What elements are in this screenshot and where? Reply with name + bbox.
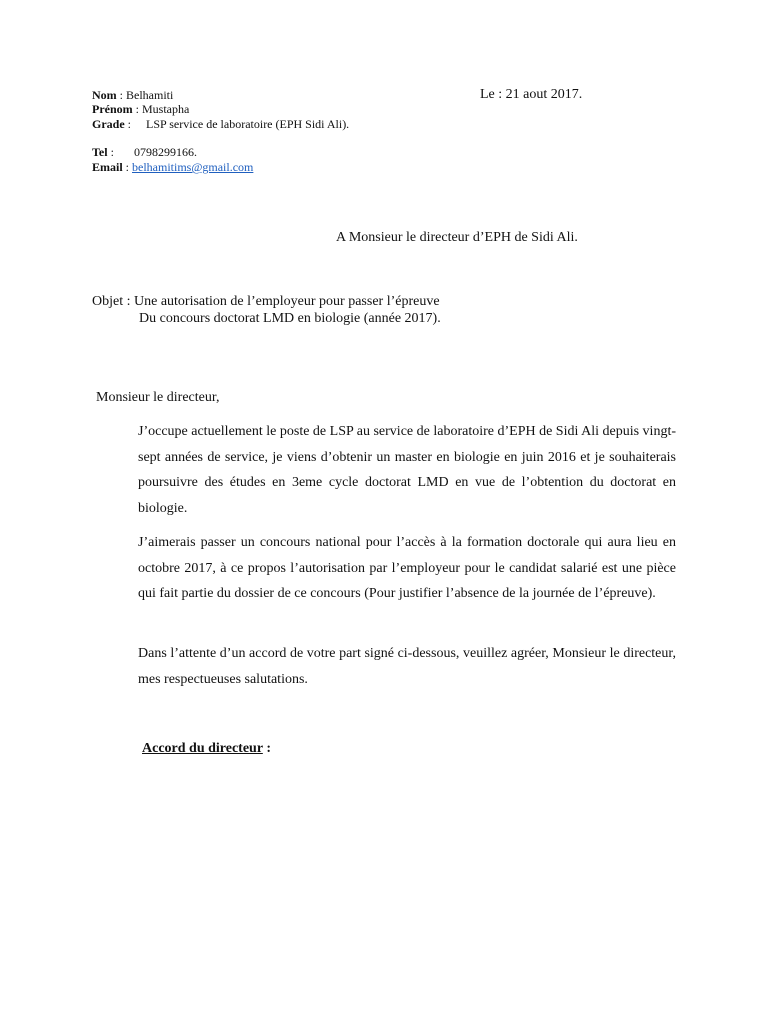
grade-line	[92, 117, 131, 132]
accord-line	[142, 740, 271, 758]
body-paragraph-2: J’aimerais passer un concours national pour l’accès à la formation doctorale qui aura lieu en octobre 2017, à ce propos l’autorisation par l’employeur pour le candidat salarié est une pièce qui fait partie du dossier de ce concours (Pour justifier l’absence de la journée de l’épreuve).	[138, 535, 676, 601]
grade-value: LSP service de laboratoire (EPH Sidi Ali).	[146, 117, 350, 131]
tel-value: 0798299166.	[134, 145, 197, 159]
accord-label: Accord du directeur	[142, 741, 263, 756]
email-label: Email	[92, 160, 123, 174]
nom-line	[92, 88, 173, 103]
body-paragraph-1: J’occupe actuellement le poste de LSP au service de laboratoire d’EPH de Sidi Ali depuis vingt-sept années de service, je viens d’obtenir un master en biologie en juin 2016 et je souhaiterais poursuivre des études en 3eme cycle doctorat LMD en vue de l’obtention du doctorat en biologie.	[138, 424, 676, 516]
email-line	[92, 160, 253, 175]
tel-label: Tel	[92, 145, 108, 159]
grade-separator: :	[124, 117, 132, 131]
prenom-value: : Mustapha	[132, 102, 190, 116]
nom-value: : Belhamiti	[116, 88, 174, 102]
recipient-line: A Monsieur le directeur d’EPH de Sidi Ali.	[336, 230, 578, 245]
tel-line	[92, 145, 114, 160]
letter-date: Le : 21 aout 2017.	[480, 87, 583, 102]
tel-separator: :	[107, 145, 114, 159]
prenom-label: Prénom	[92, 102, 133, 116]
salutation: Monsieur le directeur,	[96, 390, 220, 405]
nom-label: Nom	[92, 88, 117, 102]
objet-line-2: Du concours doctorat LMD en biologie (année 2017).	[139, 311, 441, 326]
email-link[interactable]: belhamitims@gmail.com	[132, 160, 254, 174]
accord-suffix: :	[262, 741, 271, 756]
grade-label: Grade	[92, 117, 125, 131]
email-separator: :	[122, 160, 133, 174]
prenom-line	[92, 102, 189, 117]
body-paragraph-3: Dans l’attente d’un accord de votre part signé ci-dessous, veuillez agréer, Monsieur le directeur, mes respectueuses salutations.	[138, 646, 676, 687]
objet-line-1: Objet : Une autorisation de l’employeur pour passer l’épreuve	[92, 294, 440, 309]
